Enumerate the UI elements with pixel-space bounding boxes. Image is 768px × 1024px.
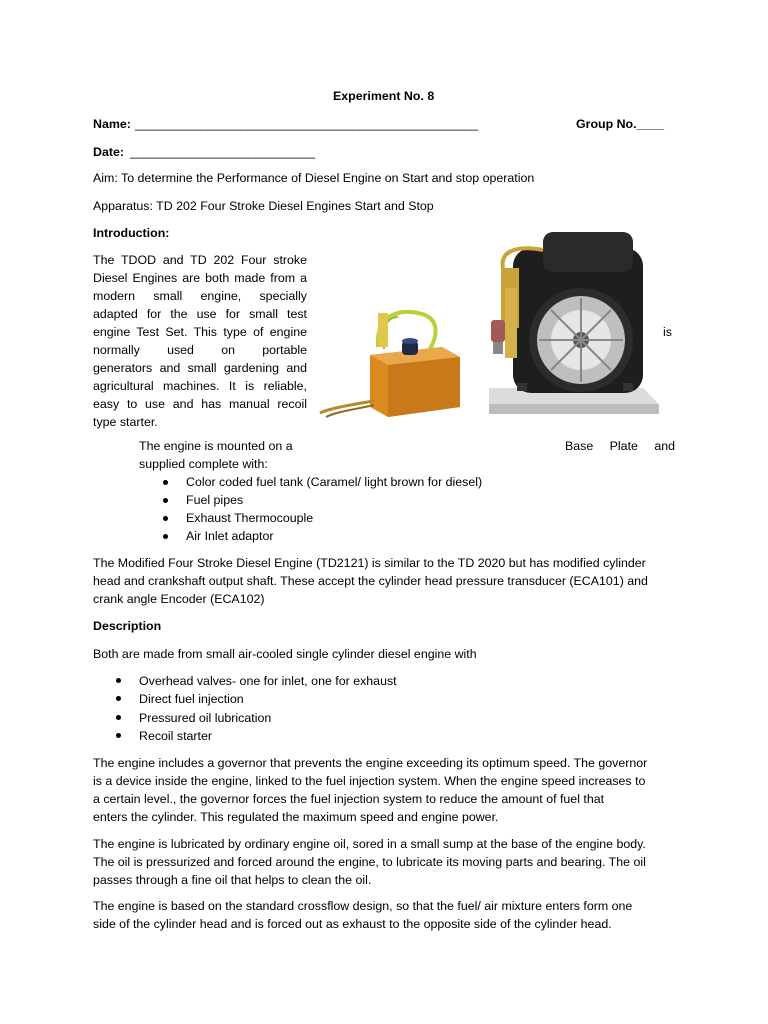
paragraph-line: side of the cylinder head and is forced out as exhaust to the opposite side of the cylinder head. bbox=[93, 917, 612, 931]
intro-line: The TDOD and TD 202 Four stroke bbox=[93, 253, 307, 267]
intro-line: easy to use and has manual recoil bbox=[93, 397, 307, 411]
bullet-icon bbox=[116, 715, 121, 720]
bullet-icon bbox=[163, 516, 168, 521]
paragraph-line: passes through a fine oil that helps to clean the oil. bbox=[93, 873, 372, 887]
paragraph-line: is a device inside the engine, linked to the fuel injection system. When the engine speed increases to bbox=[93, 774, 646, 788]
list-item: Air Inlet adaptor bbox=[186, 529, 274, 543]
aim: Aim: To determine the Performance of Diesel Engine on Start and stop operation bbox=[93, 171, 535, 185]
bullet-icon bbox=[163, 480, 168, 485]
intro-line: engine Test Set. This type of engine bbox=[93, 325, 307, 339]
introduction-heading: Introduction: bbox=[93, 226, 170, 240]
modified-paragraph bbox=[93, 554, 678, 608]
mounted-right: Base Plate and bbox=[565, 439, 675, 453]
paragraph-line: The engine is lubricated by ordinary engine oil, sored in a small sump at the base of the engine body. bbox=[93, 837, 646, 851]
list-item: Color coded fuel tank (Caramel/ light brown for diesel) bbox=[186, 475, 483, 489]
paragraph-line: The engine includes a governor that prevents the engine exceeding its optimum speed. The governor bbox=[93, 756, 648, 770]
intro-line: Diesel Engines are both made from a bbox=[93, 271, 307, 285]
bullet-icon bbox=[163, 534, 168, 539]
paragraph-line: enters the cylinder. This regulated the maximum speed and engine power. bbox=[93, 810, 499, 824]
intro-line: agricultural machines. It is reliable, bbox=[93, 379, 307, 393]
description-intro: Both are made from small air-cooled single cylinder diesel engine with bbox=[93, 647, 477, 661]
intro-paragraph bbox=[93, 251, 307, 431]
intro-is: is bbox=[663, 325, 672, 339]
list-item: Exhaust Thermocouple bbox=[186, 511, 314, 525]
date-line: ____________________________ bbox=[130, 145, 315, 159]
bullet-icon bbox=[116, 733, 121, 738]
paragraph-line: a certain level., the governor forces the fuel injection system to reduce the amount of fuel that bbox=[93, 792, 605, 806]
list-item: Fuel pipes bbox=[186, 493, 244, 507]
fuel-tank-image bbox=[318, 305, 466, 423]
lubrication-paragraph bbox=[93, 835, 678, 889]
paragraph-line: crank angle Encoder (ECA102) bbox=[93, 592, 265, 606]
intro-line: normally used on portable bbox=[93, 343, 307, 357]
diesel-engine-image bbox=[483, 228, 661, 416]
group-label: Group No.____ bbox=[576, 117, 665, 131]
page-title: Experiment No. 8 bbox=[333, 89, 435, 103]
mounted-left: The engine is mounted on a bbox=[139, 439, 293, 453]
bullet-icon bbox=[116, 696, 121, 701]
paragraph-line: The Modified Four Stroke Diesel Engine (TD2121) is similar to the TD 2020 but has modified cylinder bbox=[93, 556, 646, 570]
name-label: Name: bbox=[93, 117, 131, 131]
list-item: Overhead valves- one for inlet, one for exhaust bbox=[139, 674, 397, 688]
intro-line: modern small engine, specially bbox=[93, 289, 307, 303]
list-item: Pressured oil lubrication bbox=[139, 711, 272, 725]
list-item: Direct fuel injection bbox=[139, 692, 244, 706]
supplied-text: supplied complete with: bbox=[139, 457, 268, 471]
bullet-icon bbox=[163, 498, 168, 503]
paragraph-line: The oil is pressurized and forced around the engine, to lubricate its moving parts and bearing. The oil bbox=[93, 855, 646, 869]
list-item: Recoil starter bbox=[139, 729, 212, 743]
date-label: Date: bbox=[93, 145, 124, 159]
intro-line: type starter. bbox=[93, 415, 158, 429]
paragraph-line: The engine is based on the standard crossflow design, so that the fuel/ air mixture enters form one bbox=[93, 899, 633, 913]
bullet-icon bbox=[116, 678, 121, 683]
intro-line: generators and small gardening and bbox=[93, 361, 307, 375]
description-heading: Description bbox=[93, 619, 162, 633]
apparatus: Apparatus: TD 202 Four Stroke Diesel Engines Start and Stop bbox=[93, 199, 434, 213]
governor-paragraph bbox=[93, 754, 678, 826]
name-line: ____________________________________________________ bbox=[135, 117, 478, 131]
intro-line: adapted for the use for small test bbox=[93, 307, 307, 321]
paragraph-line: head and crankshaft output shaft. These accept the cylinder head pressure transducer (ECA101) and bbox=[93, 574, 648, 588]
crossflow-paragraph bbox=[93, 897, 678, 933]
